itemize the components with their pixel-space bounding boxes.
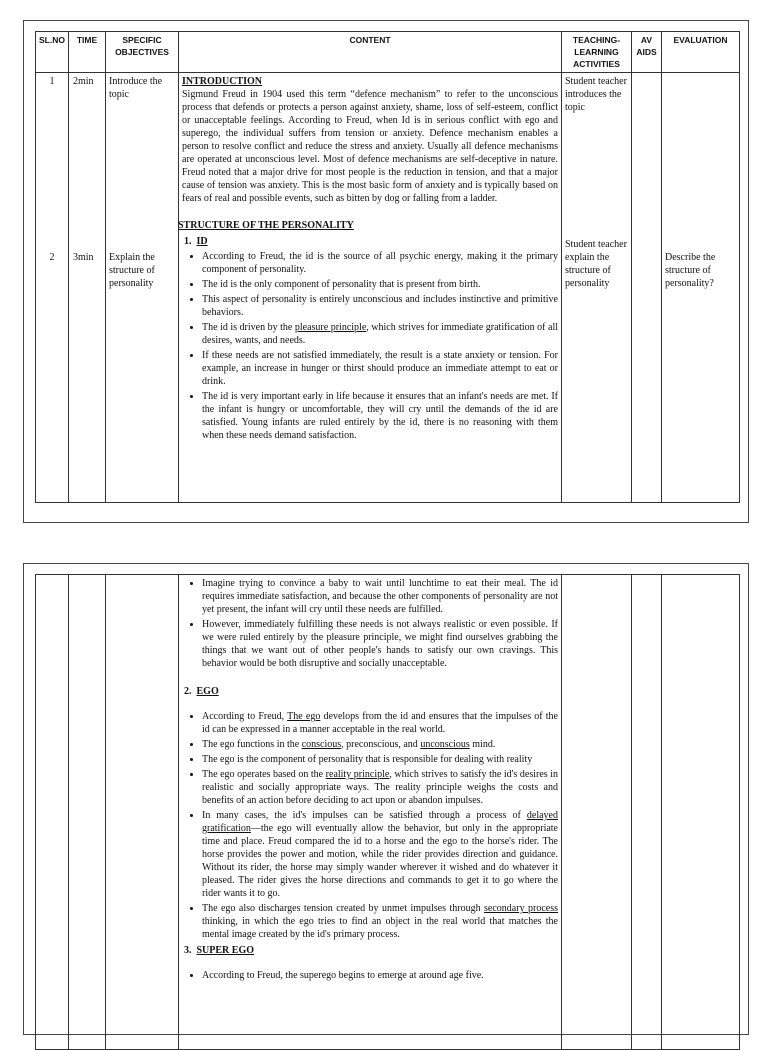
list-item: • If these needs are not satisfied immediately, the result is a state anxiety or tension. For example, an increase in hunger or thirst should produce an immediate attempt to eat or drink.	[202, 349, 558, 388]
document-page-1	[23, 20, 749, 523]
bullet-list	[182, 250, 558, 442]
list-item: • In many cases, the id's impulses can be satisfied through a process of delayed gratification—the ego will eventually allow the behavior, but only in the appropriate time and place. Freud compared the id to a horse and the ego to the horse's rider. The horse provides the power and motion, while the rider provides direction and guidance. Without its rider, the horse may simply wander wherever it wished and do whatever it pleased. The rider gives the horse directions and commands to get it to go where the rider wants it to go.	[202, 809, 558, 900]
row-evaluation: Describe the structure of personality?	[665, 252, 716, 289]
bullet-list	[182, 710, 558, 941]
list-item: • The ego is the component of personality that is responsible for dealing with reality	[202, 753, 558, 766]
row-objective: Introduce the topic	[109, 76, 163, 100]
list-item: • According to Freud, the id is the source of all psychic energy, making it the primary component of personality.	[202, 250, 558, 276]
section-heading: STRUCTURE OF THE PERSONALITY	[178, 220, 354, 231]
list-item: • According to Freud, the superego begins to emerge at around age five.	[202, 969, 558, 982]
row-activity: Student teacher introduces the topic	[565, 76, 627, 113]
table-row	[36, 575, 740, 1050]
header-slno: SL.NO	[36, 32, 69, 73]
list-item: • The ego operates based on the reality principle, which strives to satisfy the id's desires in realistic and socially appropriate ways. The reality principle weighs the costs and benefits of an action before deciding to act upon or abandon impulses.	[202, 768, 558, 807]
list-item: • The id is driven by the pleasure principle, which strives for immediate gratification of all desires, wants, and needs.	[202, 321, 558, 347]
list-item: • However, immediately fulfilling these needs is not always realistic or even possible. If we were ruled entirely by the pleasure principle, we might find ourselves grabbing the things that we want out of other people's hands to satisfy our own cravings. This behavior would be both disruptive and socially unacceptable.	[202, 618, 558, 670]
header-content: CONTENT	[179, 32, 562, 73]
subsection-title: EGO	[196, 686, 219, 697]
header-objectives: SPECIFIC OBJECTIVES	[106, 32, 179, 73]
header-evaluation: EVALUATION	[662, 32, 740, 73]
bullet-list	[182, 577, 558, 670]
content-cell	[179, 73, 562, 503]
list-item: • This aspect of personality is entirely unconscious and includes instinctive and primitive behaviors.	[202, 293, 558, 319]
row-number: 1	[49, 76, 55, 87]
header-time: TIME	[69, 32, 106, 73]
subsection-title: ID	[196, 236, 208, 247]
link-conscious[interactable]: conscious	[301, 739, 342, 750]
row-number: 2	[49, 252, 55, 263]
list-item: • According to Freud, The ego develops from the id and ensures that the impulses of the id can be expressed in a manner acceptable in the real world.	[202, 710, 558, 736]
intro-paragraph: Sigmund Freud in 1904 used this term “defence mechanism” to refer to the unconscious process that defends or protects a person against anxiety, shame, loss of self-esteem, conflict or unacceptable feelings. According to Freud, when Id is in serious conflict with ego and superego, the individual suffers from tension or anxiety. Defence mechanism enables a person to resolve conflict and reduce the stress and anxiety. Usually all defence mechanisms are operated at unconscious level. Most of defence mechanisms are self-deceptive in nature. Freud noted that a major drive for most people is the reduction in tension, and that a major cause of tension was anxiety. This is the most basic form of anxiety and is typically based on fears of real and possible events, such as bitten by dog or falling from a ladder.	[182, 89, 558, 204]
lesson-plan-table-continued	[35, 574, 740, 1050]
section-heading: INTRODUCTION	[182, 76, 263, 87]
list-item: • Imagine trying to convince a baby to wait until lunchtime to eat their meal. The id requires immediate satisfaction, and because the other components of personality are not yet present, the infant will cry until these needs are fulfilled.	[202, 577, 558, 616]
link-delayed-gratification[interactable]: delayed gratification	[202, 810, 558, 834]
row-time: 2min	[73, 76, 94, 87]
content-cell	[179, 575, 562, 1050]
bullet-list	[182, 969, 558, 982]
list-number: 1.	[184, 236, 192, 247]
header-row	[36, 32, 740, 73]
link-secondary-process[interactable]: secondary process	[484, 903, 559, 914]
list-item: • The id is very important early in life because it ensures that an infant's needs are met. If the infant is hungry or uncomfortable, they will cry until the demands of the id are satisfied. Young infants are ruled entirely by the id, there is no reasoning with them when these needs demand satisfaction.	[202, 390, 558, 442]
subsection-title: SUPER EGO	[196, 945, 255, 956]
header-av-aids: AV AIDS	[632, 32, 662, 73]
list-item: • The ego functions in the conscious, preconscious, and unconscious mind.	[202, 738, 558, 751]
list-number: 3.	[184, 945, 192, 956]
link-reality-principle[interactable]: reality principle	[325, 769, 390, 780]
link-pleasure-principle[interactable]: pleasure principle	[294, 322, 367, 333]
row-time: 3min	[73, 252, 94, 263]
table-row	[36, 73, 740, 503]
list-item: • The ego also discharges tension created by unmet impulses through secondary process thinking, in which the ego tries to find an object in the real world that matches the mental image created by the id's primary process.	[202, 902, 558, 941]
list-item: • The id is the only component of personality that is present from birth.	[202, 278, 558, 291]
row-objective: Explain the structure of personality	[109, 252, 155, 289]
link-unconscious[interactable]: unconscious	[420, 739, 470, 750]
list-number: 2.	[184, 686, 192, 697]
lesson-plan-table	[35, 31, 740, 503]
document-page-2	[23, 563, 749, 1035]
header-activities: TEACHING-LEARNING ACTIVITIES	[562, 32, 632, 73]
link-the-ego[interactable]: The ego	[287, 711, 321, 722]
row-activity: Student teacher explain the structure of personality	[565, 239, 627, 289]
